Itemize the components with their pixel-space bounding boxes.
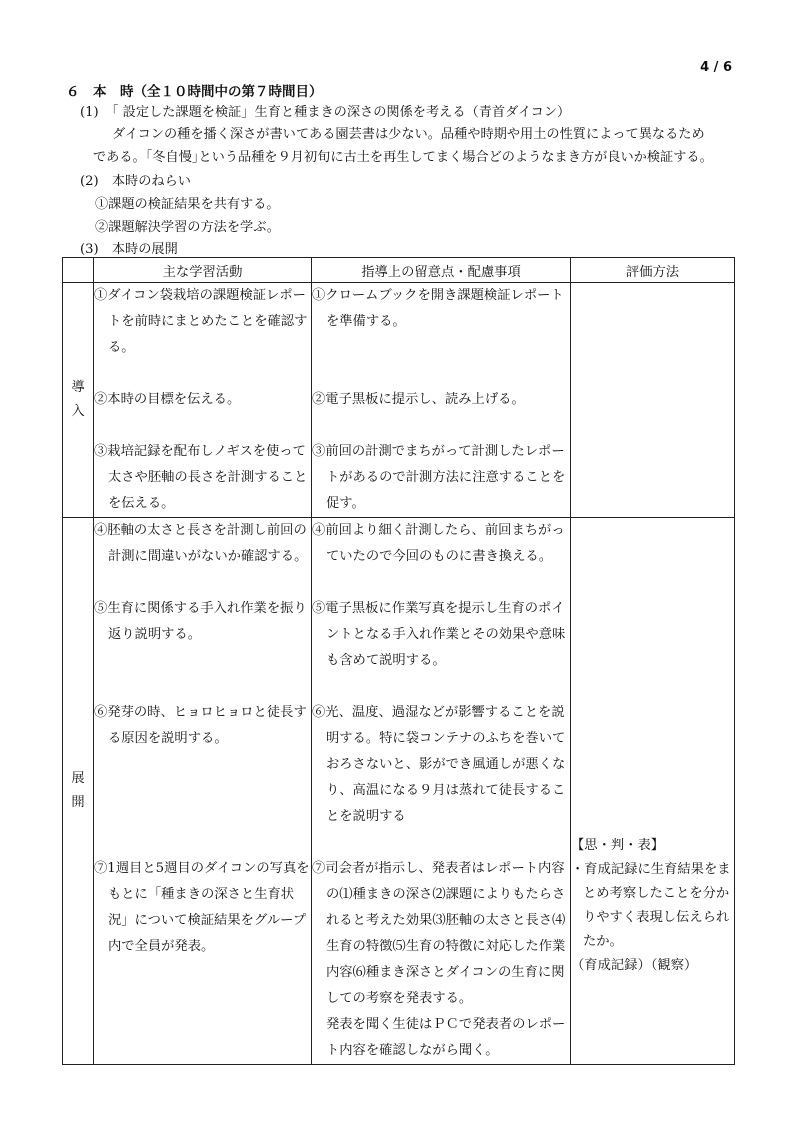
intro-notes (312, 283, 571, 518)
aim-1: ①課題の検証結果を共有する。 (95, 197, 280, 212)
page-number: 4 / 6 (700, 60, 732, 75)
header-activity: 主な学習活動 (94, 258, 312, 283)
header-blank (63, 258, 94, 283)
intro-evaluation (571, 283, 735, 518)
activity-3: ③栽培記録を配布しノギスを使って太さや胚軸の長さを計測することを伝える。 (94, 444, 308, 511)
develop-activities (94, 518, 312, 1065)
note-1: ①クロームブックを開き課題検証レポートを準備する。 (312, 288, 564, 329)
section1-title: (1) 「 設定した課題を検証」生育と種まきの深さの関係を考える（青首ダイコン） (80, 105, 571, 120)
phase-develop-char2: 開 (71, 795, 85, 810)
table-header-row (63, 258, 735, 283)
evaluation-criteria: ・育成記録に生育結果をまとめ考察したことを分かりやすく表現し伝えられたか。 (571, 862, 731, 949)
note-2: ②電子黒板に提示し、読み上げる。 (312, 392, 525, 407)
note-3: ③前回の計測でまちがって計測したレポートがあるので計測方法に注意することを促す。 (312, 444, 566, 511)
table-row-develop (63, 518, 735, 1065)
section1-body-line1: ダイコンの種を播く深さが書いてある園芸書は少ない。品種や時期や用土の性質によって異なるため (112, 127, 705, 142)
section3-title: (3) 本時の展開 (80, 242, 178, 257)
header-notes: 指導上の留意点・配慮事項 (312, 258, 571, 283)
activity-7: ⑦1週目と5週目のダイコンの写真をもとに「種まきの深さと生育状況」について検証結果をグループ内で全員が発表。 (94, 861, 310, 954)
section2-title: (2) 本時のねらい (80, 174, 191, 189)
develop-evaluation (571, 518, 735, 1065)
phase-intro-char1: 導 (71, 380, 85, 395)
phase-develop (63, 518, 94, 1065)
activity-4: ④胚軸の太さと長さを計測し前回の計測に間違いがないか確認する。 (94, 523, 308, 564)
activity-5: ⑤生育に関係する手入れ作業を振り返り説明する。 (94, 601, 307, 642)
develop-notes (312, 518, 571, 1065)
lesson-plan-table (62, 257, 735, 1065)
phase-intro-char2: 入 (71, 404, 85, 419)
section1-body-line2: である。｢冬自慢｣という品種を９月初旬に古土を再生してまく場合どのようなまき方が良いか検証する。 (93, 150, 713, 165)
evaluation-method: （育成記録）（観察） (571, 958, 698, 973)
table-row-intro (63, 283, 735, 518)
header-evaluation: 評価方法 (571, 258, 735, 283)
note-4: ④前回より細く計測したら、前回まちがっていたので今回のものに書き換える。 (312, 523, 565, 564)
note-7b: 発表を聞く生徒はＰＣで発表者のレポート内容を確認しながら聞く。 (325, 1017, 566, 1058)
phase-intro (63, 283, 94, 518)
aim-2: ②課題解決学習の方法を学ぶ。 (95, 220, 280, 235)
activity-6: ⑥発芽の時、ヒョロヒョロと徒長する原因を説明する。 (94, 705, 307, 746)
intro-activities (94, 283, 312, 518)
phase-develop-char1: 展 (71, 771, 85, 786)
activity-2: ②本時の目標を伝える。 (94, 392, 241, 407)
section-heading: ６ 本 時（全１０時間中の第７時間目） (66, 84, 323, 100)
note-6: ⑥光、温度、過湿などが影響することを説明する。特に袋コンテナのふちを巻いておろさないと、影ができ風通しが悪くなり、高温になる９月は蒸れて徒長することを説明する (312, 705, 566, 824)
activity-1: ①ダイコン袋栽培の課題検証レポートを前時にまとめたことを確認する。 (94, 288, 308, 355)
evaluation-title: 【思・判・表】 (571, 838, 665, 853)
note-7a: ⑦司会者が指示し、発表者はレポート内容の⑴種まきの深さ⑵課題によりもたらされると考えた効果⑶胚軸の太さと長さ⑷生育の特徴⑸生育の特徴に対応した作業内容⑹種まき深さとダイコンの生育に関しての考察を発表する。 (312, 861, 566, 1006)
note-5: ⑤電子黒板に作業写真を提示し生育のポイントとなる手入れ作業とその効果や意味も含めて説明する。 (312, 601, 566, 668)
